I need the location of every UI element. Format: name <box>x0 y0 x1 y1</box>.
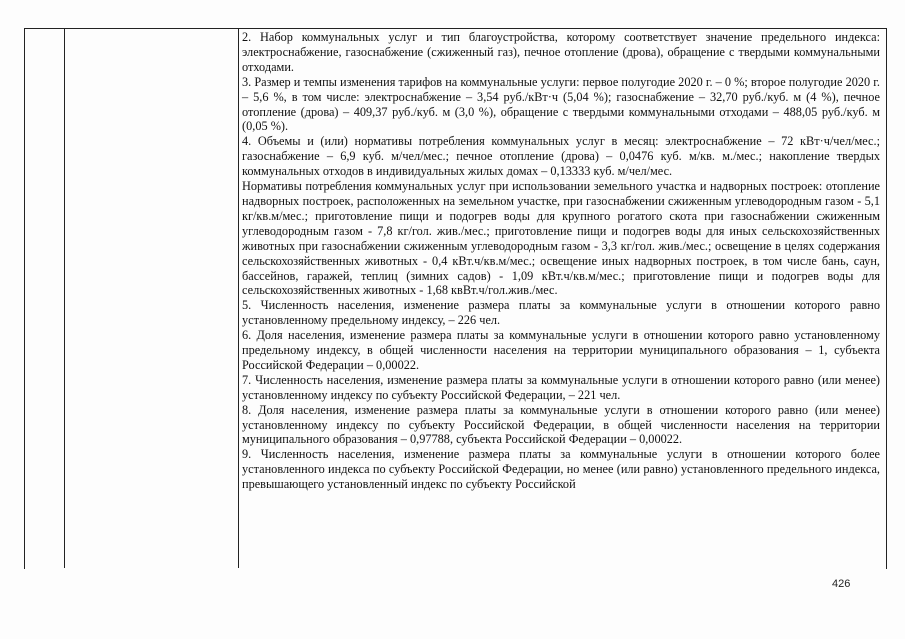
paragraph-2: 2. Набор коммунальных услуг и тип благоустройства, которому соответствует значение предельного индекса: электроснабжение, газоснабжение (сжиженный газ), печное отопление (дрова), обращение с твердыми коммунальными отходами. <box>242 30 880 74</box>
paragraph-7: 7. Численность населения, изменение размера платы за коммунальные услуги в отношении которого равно (или менее) установленному индексу по субъекту Российской Федерации, – 221 чел. <box>242 372 880 402</box>
page-number: 426 <box>832 578 851 590</box>
paragraph-8: 8. Доля населения, изменение размера платы за коммунальные услуги в отношении которого равно (или менее) установленному индексу по субъекту Российской Федерации, в общей численности населения на территории муниципального образования – 0,97788, субъекта Российской Федерации – 0,00022. <box>242 402 880 447</box>
paragraph-5: 5. Численность населения, изменение размера платы за коммунальные услуги в отношении которого равно установленному предельному индексу, – 226 чел. <box>242 298 880 328</box>
column-divider-2 <box>238 28 239 568</box>
paragraph-4: 4. Объемы и (или) нормативы потребления коммунальных услуг в месяц: электроснабжение – 72 кВт·ч/чел/мес.; газоснабжение – 6,9 куб. м/чел/мес.; печное отопление (дрова) – 0,0476 куб. м/кв. м./мес.; накопление твердых коммунальных отходов в индивидуальных жилых домах – 0,13333 куб. м/чел/мес. <box>242 134 880 179</box>
column-divider-1 <box>64 28 65 568</box>
paragraph-3: 3. Размер и темпы изменения тарифов на коммунальные услуги: первое полугодие 2020 г. – 0 %; второе полугодие 2020 г. – 5,6 %, в том числе: электроснабжение – 3,54 руб./кВт·ч (5,04 %); газоснабжение – 32,70 руб./куб. м (4 %), печное отопление (дрова) – 409,37 руб./куб. м (3,0 %), обращение с твердыми коммунальными отходами – 488,05 руб./куб. м (0,05 %). <box>242 74 880 134</box>
paragraph-6: 6. Доля населения, изменение размера платы за коммунальные услуги в отношении которого равно установленному предельному индексу, в общей численности населения на территории муниципального образования – 1, субъекта Российской Федерации – 0,00022. <box>242 328 880 372</box>
paragraph-9: 9. Численность населения, изменение размера платы за коммунальные услуги в отношении которого более установленного индекса по субъекту Российской Федерации, но менее (или равно) установленного предельного индекса, превышающего установленный индекс по субъекту Российской <box>242 447 880 492</box>
paragraph-norms: Нормативы потребления коммунальных услуг при использовании земельного участка и надворных построек: отопление надворных построек, расположенных на земельном участке, при газоснабжении сжиженным углеводородным газом - 5,1 кг/кв.м/мес.; приготовление пищи и подогрев воды для крупного рогатого скота при газоснабжении сжиженным углеводородным газом - 7,8 кг/гол. жив./мес.; приготовление пищи и подогрев воды для иных сельскохозяйственных животных при газоснабжении сжиженным углеводородным газом - 3,3 кг/гол. жив./мес.; освещение в целях содержания сельскохозяйственных животных - 0,4 кВт.ч/кв.м/мес.; освещение иных надворных построек, в том числе бань, саун, бассейнов, гаражей, теплиц (зимних садов) - 1,09 кВт.ч/кв.м/мес.; приготовление пищи и подогрев воды для сельскохозяйственных животных - 1,68 квВт.ч/гол.жив./мес. <box>242 179 880 298</box>
table-cell-content <box>242 30 880 492</box>
